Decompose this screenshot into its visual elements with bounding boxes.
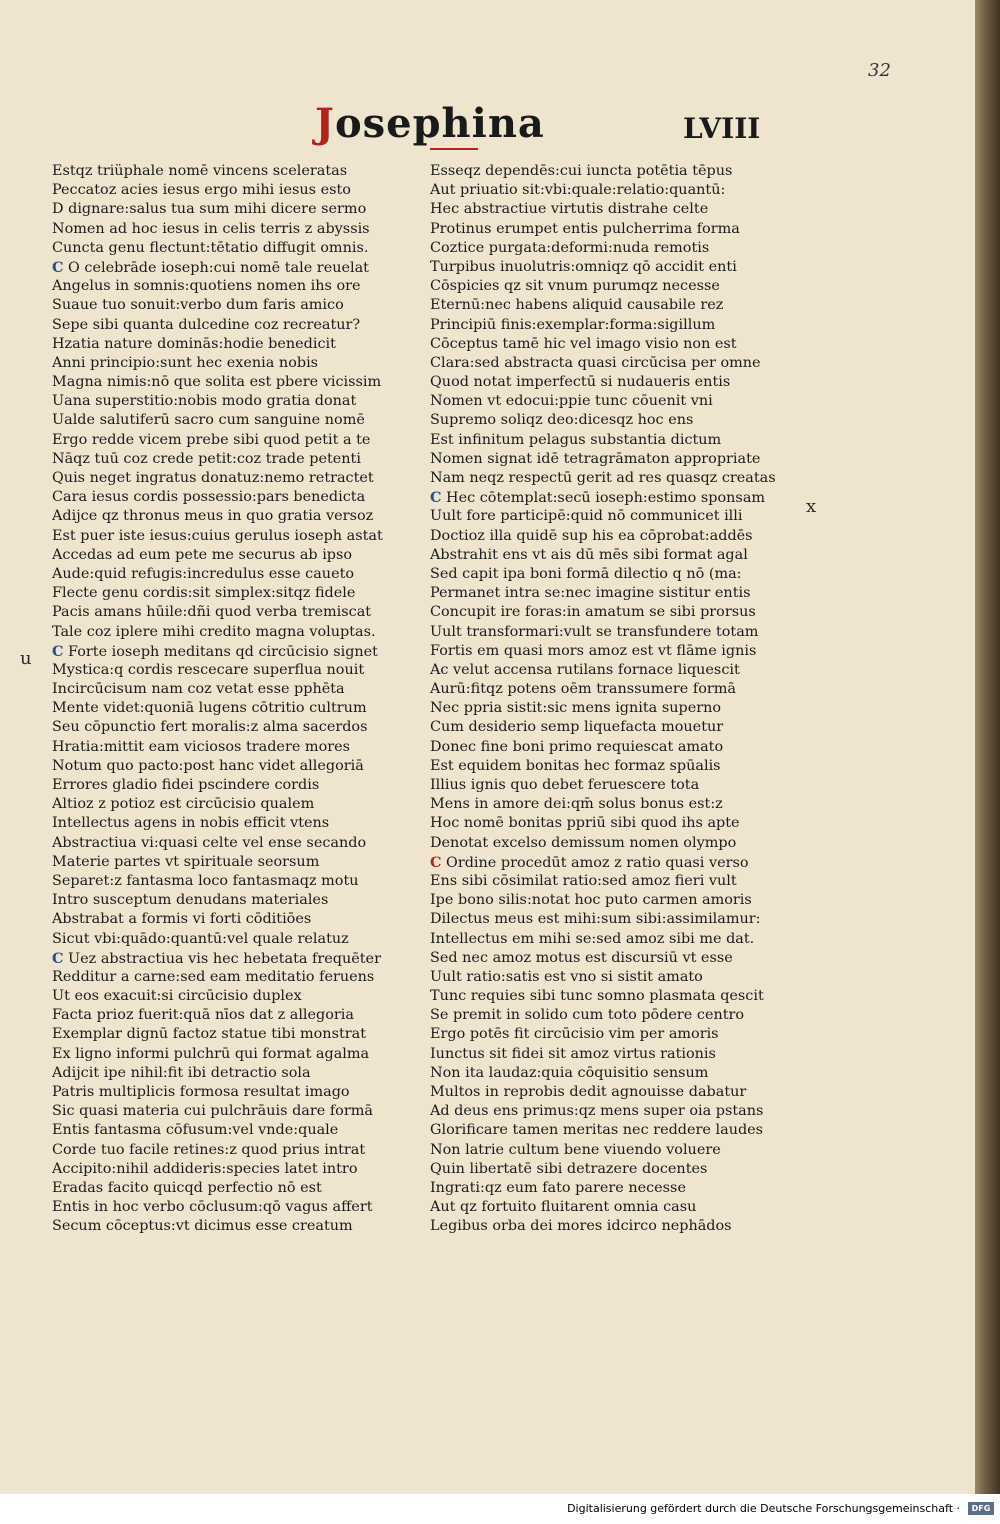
text-line: Errores gladio fidei pscindere cordis [52, 777, 320, 793]
text-line: Cum desiderio semp liquefacta mouetur [430, 719, 724, 736]
text-line: Abstrabat a formis vi forti cōditiōes [52, 911, 312, 928]
text-line: Hzatia nature dominās:hodie benedicit [52, 335, 336, 352]
text-line: Ergo redde vicem prebe sibi quod petit a te [52, 431, 371, 448]
marginal-note-left: u [20, 648, 32, 669]
text-line: C Forte ioseph meditans qd circūcisio signet [52, 642, 378, 660]
text-line: Altioz z potioz est circūcisio qualem [52, 796, 315, 813]
text-line: Hec abstractiue virtutis distrahe celte [430, 201, 709, 218]
text-line: Corde tuo facile retines:z quod prius intrat [52, 1141, 366, 1158]
text-line: Dilectus meus est mihi:sum sibi:assimilamur: [430, 911, 761, 928]
text-line: C Ordine procedūt amoz z ratio quasi verso [430, 853, 749, 871]
text-line: C Hec cōtemplat:secū ioseph:estimo sponsam [430, 489, 766, 507]
dfg-logo: DFG [968, 1502, 994, 1515]
text-line: Eternū:nec habens aliquid causabile rez [430, 297, 724, 314]
text-line: Protinus erumpet entis pulcherrima forma [430, 220, 740, 237]
text-line: Aude:quid refugis:incredulus esse caueto [52, 565, 355, 582]
text-line: Intellectus em mihi se:sed amoz sibi me dat. [430, 930, 755, 947]
text-line: Ad deus ens primus:qz mens super oia pstans [430, 1103, 764, 1120]
text-line: Incircūcisum nam coz vetat esse pphēta [52, 681, 345, 698]
text-line: Quin libertatē sibi detrazere docentes [430, 1160, 708, 1177]
text-line: Uult transformari:vult se transfundere totam [430, 623, 759, 640]
text-line: Glorificare tamen meritas nec reddere laudes [430, 1122, 764, 1139]
text-line: Principiū finis:exemplar:forma:sigillum [430, 316, 716, 333]
text-line: Flecte genu cordis:sit simplex:sitqz fidele [52, 585, 356, 602]
running-title-text: osephina [334, 100, 545, 147]
text-line: Cōceptus tamē hic vel imago visio non est [430, 335, 737, 352]
text-line: Exemplar dignū factoz statue tibi monstrat [52, 1026, 366, 1043]
text-line: Sed capit ipa boni formā dilectio q nō (ma: [430, 565, 742, 582]
text-line: Cuncta genu flectunt:tētatio diffugit omnis. [52, 239, 369, 256]
text-line: Adijce qz thronus meus in quo gratia versoz [52, 508, 374, 525]
text-line: Accedas ad eum pete me securus ab ipso [52, 546, 353, 563]
book-binding-edge [975, 0, 1000, 1494]
text-line: Suaue tuo sonuit:verbo dum faris amico [52, 297, 344, 314]
text-line: Ut eos exacuit:si circūcisio duplex [52, 988, 302, 1005]
text-line: Doctioz illa quidē sup his ea cōprobat:addēs [430, 527, 753, 544]
text-line: Uana superstitio:nobis modo gratia donat [52, 393, 357, 410]
text-line: Cōspicies qz sit vnum purumqz necesse [430, 278, 720, 295]
text-line: Nec ppria sistit:sic mens ignita superno [430, 700, 722, 717]
rubric-underline [430, 148, 478, 150]
text-line: Redditur a carne:sed eam meditatio feruens [52, 968, 375, 985]
leaf-number: LVIII [683, 112, 761, 145]
text-line: Nomen ad hoc iesus in celis terris z abyssis [52, 220, 370, 237]
text-line: Sic quasi materia cui pulchrāuis dare formā [52, 1103, 373, 1120]
text-line: Est infinitum pelagus substantia dictum [430, 431, 722, 448]
text-line: D dignare:salus tua sum mihi dicere sermo [52, 201, 367, 218]
text-line: Concupit ire foras:in amatum se sibi prorsus [430, 604, 756, 621]
text-line: Hratia:mittit eam viciosos tradere mores [52, 738, 351, 755]
text-line: Sicut vbi:quādo:quantū:vel quale relatuz [52, 930, 349, 947]
text-line: Facta prioz fuerit:quā nīos dat z allegoria [52, 1007, 354, 1024]
right-text-column [430, 162, 805, 1237]
text-line: Turpibus inuolutris:omniqz qō accidit enti [430, 258, 737, 275]
text-line: Entis fantasma cōfusum:vel vnde:quale [52, 1122, 339, 1139]
text-line: Anni principio:sunt hec exenia nobis [52, 354, 319, 371]
text-line: Eradas facito quicqd perfectio nō est [52, 1179, 322, 1196]
text-line: Esseqz dependēs:cui iuncta potētia tēpus [430, 163, 733, 179]
text-line: Supremo soliqz deo:dicesqz hoc ens [430, 412, 694, 429]
text-line: Separet:z fantasma loco fantasmaqz motu [52, 872, 359, 889]
text-line: Adijcit ipe nihil:fit ibi detractio sola [52, 1064, 311, 1081]
text-line: Intellectus agens in nobis efficit vtens [52, 815, 330, 832]
text-line: Magna nimis:nō que solita est pbere vicissim [52, 374, 382, 391]
text-line: Aurū:fitqz potens oēm transsumere formā [430, 681, 736, 698]
text-line: Fortis em quasi mors amoz est vt flāme ignis [430, 642, 757, 659]
text-line: Permanet intra se:nec imagine sistitur entis [430, 585, 751, 602]
text-line: Ac velut accensa rutilans fornace liquescit [430, 661, 740, 678]
text-line: Donec fine boni primo requiescat amato [430, 738, 724, 755]
text-line: Nāqz tuū coz crede petit:coz trade petenti [52, 450, 361, 467]
text-line: Aut priuatio sit:vbi:quale:relatio:quantū: [430, 182, 726, 199]
text-line: Ex ligno informi pulchrū qui format agalma [52, 1045, 370, 1062]
text-line: Quis neget ingratus donatuz:nemo retractet [52, 470, 374, 486]
text-line: Non latrie cultum bene viuendo voluere [430, 1141, 721, 1158]
text-line: Abstrahit ens vt ais dū mēs sibi format agal [430, 546, 748, 563]
text-line: Ualde salutiferū sacro cum sanguine nomē [52, 412, 365, 429]
text-line: Ipe bono silis:notat hoc puto carmen amoris [430, 892, 752, 909]
text-line: Pacis amans hūile:dñi quod verba tremiscat [52, 604, 372, 621]
text-line: Entis in hoc verbo cōclusum:qō vagus affert [52, 1199, 373, 1216]
text-line: Notum quo pacto:post hanc videt allegoriā [52, 757, 364, 774]
text-line: Angelus in somnis:quotiens nomen ihs ore [52, 278, 361, 295]
text-line: Peccatoz acies iesus ergo mihi iesus esto [52, 182, 351, 199]
text-line: Abstractiua vi:quasi celte vel ense secando [52, 834, 367, 851]
text-line: Sed nec amoz motus est discursiū vt esse [430, 949, 733, 966]
text-line: C O celebrāde ioseph:cui nomē tale reuelat [52, 258, 369, 276]
text-line: Mente videt:quoniā lugens cōtritio cultrum [52, 700, 367, 717]
text-line: Denotat excelso demissum nomen olympo [430, 834, 737, 851]
rubricated-initial: J [315, 100, 335, 147]
text-line: Illius ignis quo debet feruescere tota [430, 777, 700, 793]
text-line: Non ita laudaz:quia cōquisitio sensum [430, 1064, 709, 1081]
text-line: Ergo potēs fit circūcisio vim per amoris [430, 1026, 719, 1043]
text-line: Tale coz iplere mihi credito magna voluptas. [52, 623, 376, 640]
marginal-note-right: x [806, 496, 817, 517]
text-line: Se premit in solido cum toto pōdere centro [430, 1007, 745, 1024]
text-line: Legibus orba dei mores idcirco nephādos [430, 1218, 732, 1235]
text-line: Ingrati:qz eum fato parere necesse [430, 1179, 686, 1196]
text-line: Tunc requies sibi tunc somno plasmata qescit [430, 988, 764, 1005]
footer-bar [0, 1494, 1000, 1524]
text-line: Hoc nomē bonitas ppriū sibi quod ihs apte [430, 815, 740, 832]
text-line: Patris multiplicis formosa resultat imago [52, 1084, 350, 1100]
text-line: C Uez abstractiua vis hec hebetata frequēter [52, 949, 381, 967]
text-line: Est equidem bonitas hec formaz spūalis [430, 757, 721, 774]
text-line: Secum cōceptus:vt dicimus esse creatum [52, 1218, 353, 1235]
left-text-column [52, 162, 412, 1237]
text-line: Nomen vt edocui:ppie tunc cōuenit vni [430, 393, 713, 410]
running-title [315, 100, 545, 147]
text-line: Cara iesus cordis possessio:pars benedicta [52, 489, 366, 506]
text-line: Nam neqz respectū gerit ad res quasqz creatas [430, 470, 776, 486]
text-line: Multos in reprobis dedit agnouisse dabatur [430, 1084, 747, 1100]
text-line: Coztice purgata:deformi:nuda remotis [430, 239, 710, 256]
folio-number: 32 [868, 60, 891, 81]
text-line: Uult ratio:satis est vno si sistit amato [430, 968, 703, 985]
text-line: Aut qz fortuito fluitarent omnia casu [430, 1199, 697, 1216]
text-line: Mens in amore dei:qm̄ solus bonus est:z [430, 796, 723, 813]
text-line: Sepe sibi quanta dulcedine coz recreatur? [52, 316, 361, 333]
text-line: Est puer iste iesus:cuius gerulus ioseph astat [52, 527, 383, 544]
text-line: Quod notat imperfectū si nudaueris entis [430, 374, 731, 391]
text-line: Nomen signat idē tetragrāmaton appropriate [430, 450, 761, 467]
funding-credit: Digitalisierung gefördert durch die Deutsche Forschungsgemeinschaft · [567, 1502, 960, 1515]
text-line: Materie partes vt spirituale seorsum [52, 853, 320, 870]
text-line: Ens sibi cōsimilat ratio:sed amoz fieri vult [430, 872, 737, 889]
text-line: Uult fore participē:quid nō communicet illi [430, 508, 743, 525]
text-line: Intro susceptum denudans materiales [52, 892, 329, 909]
text-line: Mystica:q cordis rescecare superflua nouit [52, 661, 365, 678]
text-line: Accipito:nihil addideris:species latet intro [52, 1160, 358, 1177]
text-line: Estqz triüphale nomē vincens sceleratas [52, 163, 348, 179]
text-line: Seu cōpunctio fert moralis:z alma sacerdos [52, 719, 368, 736]
text-line: Clara:sed abstracta quasi circūcisa per omne [430, 354, 761, 371]
text-line: Iunctus sit fidei sit amoz virtus rationis [430, 1045, 716, 1062]
